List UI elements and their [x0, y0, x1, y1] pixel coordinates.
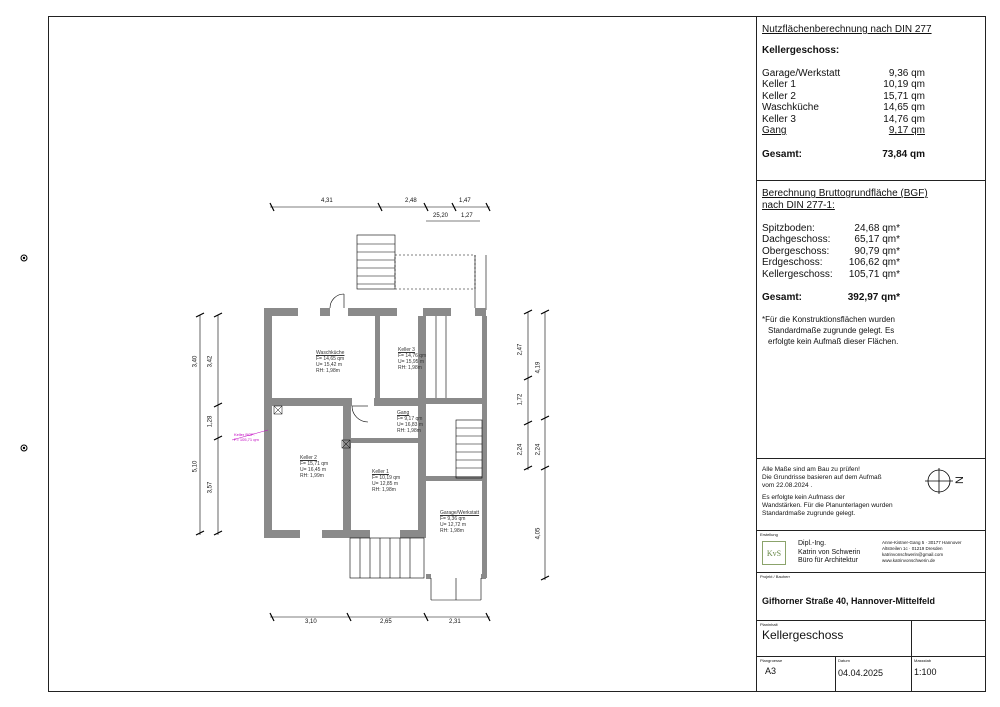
north-arrow-icon [925, 466, 975, 496]
nutzflaeche-section: Kellergeschoss: [762, 45, 840, 56]
format-label: Plangroesse [760, 658, 783, 663]
room-label-keller-3: Keller 3 F= 14,76 qm U= 15,95 m RH: 1,98m [398, 347, 427, 371]
divider [756, 530, 986, 531]
date-value: 04.04.2025 [838, 668, 884, 678]
dim-label: 2,24 [535, 443, 542, 456]
divider [756, 572, 986, 573]
dim-label: 2,24 [517, 443, 524, 456]
nutzflaeche-title: Nutzflächenberechnung nach DIN 277 [762, 24, 932, 35]
divider [835, 656, 836, 692]
nutzflaeche-table [762, 68, 925, 136]
planinhalt-value: Kellergeschoss [762, 628, 844, 642]
projekt-label: Projekt / Bauherr [760, 574, 791, 579]
table-row: Gang 9,17 qm [762, 125, 925, 137]
bgf-tag: Keller BGF: [234, 432, 255, 437]
architect-name: Dipl.-Ing. Katrin von Schwerin Büro für Architektur [798, 540, 861, 564]
room-label-garage: Garage/Werkstatt F= 9,36 qm U= 12,72 m RH: 1,98m [440, 510, 480, 534]
nutzflaeche-total: Gesamt: 73,84 qm [762, 149, 925, 160]
table-row: Obergeschoss: 90,79 qm* [762, 245, 900, 257]
divider [756, 458, 986, 459]
divider [756, 620, 986, 621]
room-label-gang: Gang F= 9,17 qm U= 16,83 m RH: 1,98m [397, 410, 423, 434]
bgf-note: *Für die Konstruktionsflächen wurden Standardmaße zugrunde gelegt. Es erfolgte kein Aufmaß dieser Flächen. [762, 315, 899, 346]
planinhalt-label: Planinhalt [760, 622, 778, 627]
architect-address: Anne-Kistner-Gang 5 · 30177 Hannover Altstreilen 1c · 01219 Dresden katrinvonschwerin@gmail.com www.katrinvonschwerin.de [882, 540, 962, 563]
table-row: Spitzboden: 24,68 qm* [762, 223, 900, 234]
kvs-logo: KvS [762, 541, 786, 565]
dim-label: 1,72 [517, 393, 524, 406]
table-row: Keller 3 14,76 qm [762, 113, 925, 125]
bgf-table [762, 223, 900, 280]
bgf-total: Gesamt: 392,97 qm* [762, 292, 900, 303]
divider [756, 180, 986, 181]
remarks: Alle Maße sind am Bau zu prüfen! Die Grundrisse basieren auf dem Aufmaß vom 22.08.2024 . Es erfolgte kein Aufmass der Wandstärken. Für die Planunterlagen wurden Standardmaße zugrunde gelegt. [762, 466, 893, 517]
dim-label: 2,48 [405, 198, 417, 204]
table-row: Erdgeschoss: 106,62 qm* [762, 257, 900, 269]
table-row: Keller 1 10,19 qm [762, 79, 925, 91]
room-label-keller-1: Keller 1 F= 10,19 qm U= 12,85 m RH: 1,98m [372, 469, 401, 493]
dim-label: 3,42 [207, 355, 214, 368]
date-label: Datum [838, 658, 850, 663]
room-label-waschkueche: Waschküche F= 14,65 qm U= 15,42 m RH: 1,98m [316, 350, 345, 374]
table-row: Waschküche 14,65 qm [762, 102, 925, 114]
dim-label: 3,10 [305, 619, 317, 625]
dim-label: 4,31 [321, 198, 333, 204]
projekt-value: Gifhorner Straße 40, Hannover-Mittelfeld [762, 596, 936, 606]
table-row: Keller 2 15,71 qm [762, 90, 925, 102]
scale-label: Massstab [914, 658, 932, 663]
table-row: Garage/Werkstatt 9,36 qm [762, 68, 925, 79]
dim-label: 4,19 [535, 361, 542, 374]
dim-label: 3,57 [207, 481, 214, 494]
dim-label: 2,65 [380, 619, 392, 625]
table-row: Dachgeschoss: 65,17 qm* [762, 234, 900, 246]
dim-label: 1,27 [461, 213, 473, 219]
dim-label: 2,31 [449, 619, 461, 625]
divider [756, 656, 986, 657]
room-label-keller-2: Keller 2 F= 15,71 qm U= 16,45 m RH: 1,99m [300, 455, 329, 479]
dim-label: 5,10 [192, 460, 199, 473]
table-row: Kellergeschoss: 105,71 qm* [762, 268, 900, 280]
dim-label: 3,40 [192, 355, 199, 368]
north-label: N [953, 476, 966, 484]
dim-label: 1,28 [207, 415, 214, 428]
format-value: A3 [765, 666, 777, 676]
bgf-title: Berechnung Bruttogrundfläche (BGF) [762, 188, 928, 199]
bgf-tag-value: F= 105,71 qm [234, 437, 259, 442]
dim-label: 2,47 [517, 343, 524, 356]
dim-label: 4,05 [535, 527, 542, 540]
dim-label: 25,20 [433, 213, 449, 219]
bgf-subtitle: nach DIN 277-1: [762, 200, 835, 211]
erstellung-label: Erstellung [760, 532, 778, 537]
scale-value: 1:100 [914, 667, 937, 677]
dim-label: 1,47 [459, 198, 471, 204]
